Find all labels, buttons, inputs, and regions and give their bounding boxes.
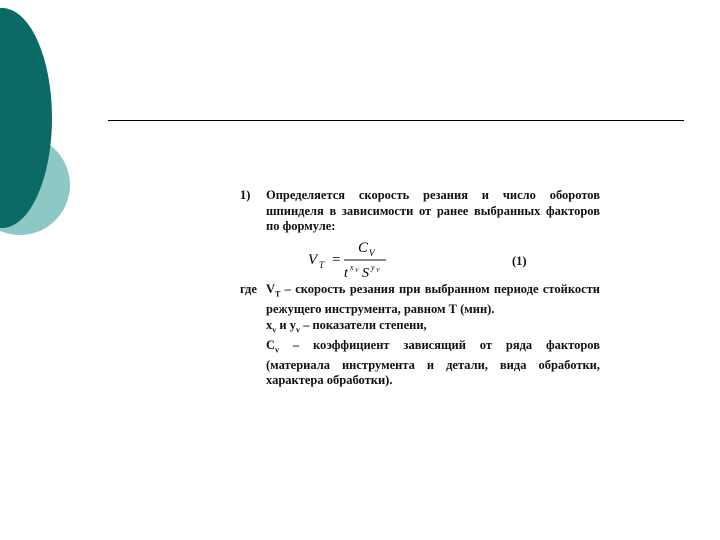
formula-lhs-sub: T: [319, 260, 325, 270]
vt-sub: T: [275, 289, 281, 299]
formula-t-exp: x: [350, 263, 354, 272]
formula-s: S: [362, 266, 369, 281]
vt-symbol: V: [266, 282, 276, 296]
formula-numerator: C: [358, 240, 369, 256]
formula-numerator-sub: V: [369, 248, 375, 258]
yv-symbol: и y: [276, 317, 296, 332]
formula-t-exp-sub: V: [355, 268, 359, 274]
cv-text: – коэффициент зависящий от ряда факторов (материала инструмента и детали, вида обработки, характера обработки).: [266, 337, 600, 388]
definition-cv: [266, 338, 600, 389]
paragraph-intro: Определяется скорость резания и число оборотов шпинделя в зависимости от ранее выбранных факторов по формуле:: [266, 188, 600, 234]
definition-exponents: [266, 318, 600, 338]
formula: [306, 240, 536, 282]
exponents-text: – показатели степени,: [299, 317, 427, 332]
where-word: где: [240, 282, 257, 296]
formula-s-exp-sub: V: [376, 268, 380, 274]
formula-equals: =: [332, 252, 341, 268]
vt-text: – скорость резания при выбранном периоде стойкости режущего инструмента, равном Т (мин).: [266, 282, 600, 317]
xv-symbol: x: [266, 317, 273, 332]
formula-t: t: [344, 266, 348, 281]
formula-s-exp: y: [371, 263, 375, 272]
item-number: 1): [240, 188, 251, 202]
definition-vt: [266, 282, 600, 318]
equation-number: (1): [512, 254, 527, 268]
horizontal-rule: [108, 120, 684, 121]
formula-lhs: V: [308, 252, 318, 268]
cv-sub: v: [275, 345, 280, 355]
definitions: [266, 282, 600, 389]
yv-sub: v: [295, 325, 300, 335]
cv-symbol: C: [266, 337, 276, 352]
xv-sub: v: [272, 325, 277, 335]
decorative-circles: [0, 0, 120, 300]
